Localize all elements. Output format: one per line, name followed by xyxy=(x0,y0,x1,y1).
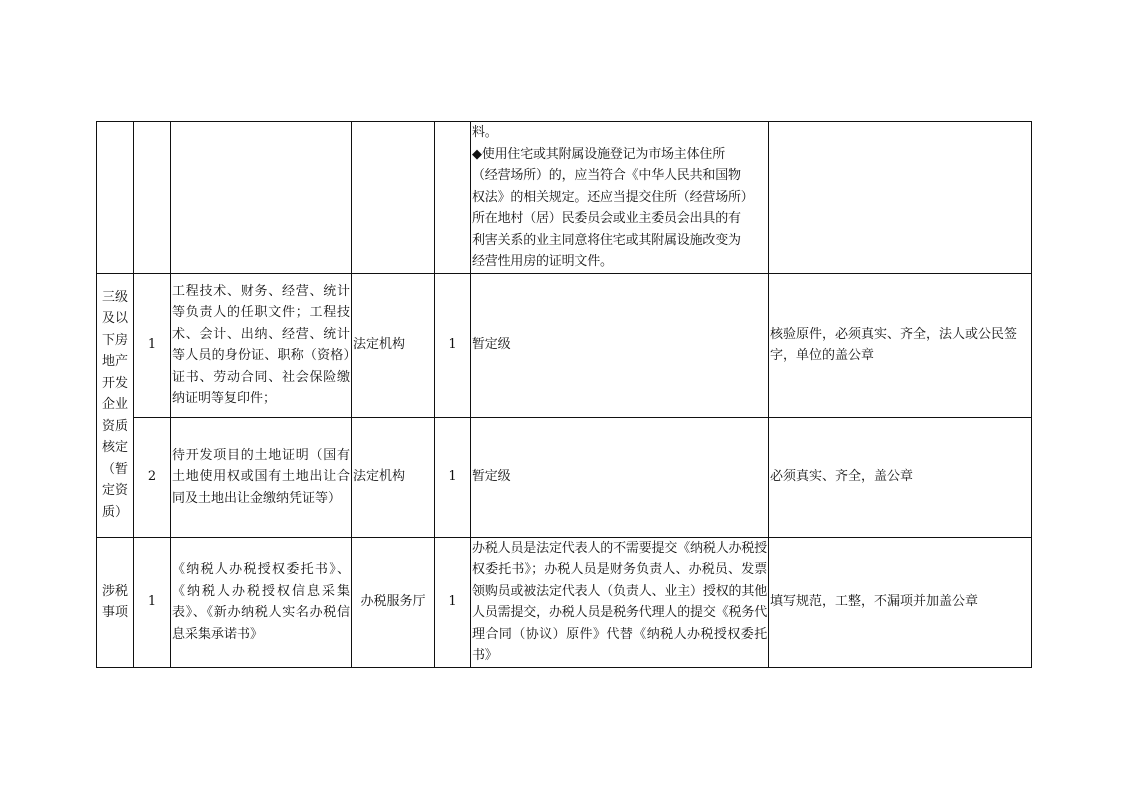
table-row xyxy=(97,537,1032,667)
note-line: 所在地村（居）民委员会或业主委员会出具的有 xyxy=(472,211,741,226)
note-cell: 办税人员是法定代表人的不需要提交《纳税人办税授权委托书》；办税人员是财务负责人、办税员、发票领购员或被法定代表人（负责人、业主）授权的其他人员需提交，办税人员是税务代理人的提交《税务代理合同（协议）原件》代替《纳税人办税授权委托书》 xyxy=(471,537,769,667)
source-cell: 法定机构 xyxy=(352,417,435,537)
source-cell xyxy=(352,122,435,274)
number-cell xyxy=(134,122,171,274)
requirement-cell: 填写规范，工整，不漏项并加盖公章 xyxy=(769,537,1032,667)
note-line: ◆使用住宅或其附属设施登记为市场主体住所 xyxy=(472,146,725,162)
materials-table xyxy=(96,121,1032,668)
note-line: 利害关系的业主同意将住宅或其附属设施改变为 xyxy=(472,232,741,248)
table-row xyxy=(97,122,1032,274)
number-cell: 2 xyxy=(134,417,171,537)
count-cell: 1 xyxy=(435,417,471,537)
note-cell xyxy=(471,122,769,274)
number-cell: 1 xyxy=(134,273,171,417)
requirement-cell: 核验原件，必须真实、齐全，法人或公民签字，单位的盖公章 xyxy=(769,273,1032,417)
count-cell xyxy=(435,122,471,274)
note-cell: 暂定级 xyxy=(471,273,769,417)
count-cell: 1 xyxy=(435,537,471,667)
table-row xyxy=(97,417,1032,537)
requirement-cell: 必须真实、齐全，盖公章 xyxy=(769,417,1032,537)
category-cell: 涉税事项 xyxy=(97,537,134,667)
material-cell: 工程技术、财务、经营、统计等负责人的任职文件；工程技术、会计、出纳、经营、统计等人员的身份证、职称（资格）证书、劳动合同、社会保险缴纳证明等复印件； xyxy=(171,273,352,417)
count-cell: 1 xyxy=(435,273,471,417)
material-cell: 待开发项目的土地证明（国有土地使用权或国有土地出让合同及土地出让金缴纳凭证等） xyxy=(171,417,352,537)
material-cell xyxy=(171,122,352,274)
number-cell: 1 xyxy=(134,537,171,667)
category-cell: 三级及以下房地产开发企业资质核定（暂定资质） xyxy=(97,273,134,537)
material-cell: 《纳税人办税授权委托书》、《纳税人办税授权信息采集表》、《新办纳税人实名办税信息采集承诺书》 xyxy=(171,537,352,667)
source-cell: 法定机构 xyxy=(352,273,435,417)
table-row xyxy=(97,273,1032,417)
note-line: 权法》的相关规定。还应当提交住所（经营场所） xyxy=(472,189,754,205)
category-cell xyxy=(97,122,134,274)
note-line: 经营性用房的证明文件。 xyxy=(472,254,613,269)
note-line: （经营场所）的，应当符合《中华人民共和国物 xyxy=(472,168,741,183)
note-cell: 暂定级 xyxy=(471,417,769,537)
source-cell: 办税服务厅 xyxy=(352,537,435,667)
note-line: 料。 xyxy=(472,125,498,140)
requirement-cell xyxy=(769,122,1032,274)
